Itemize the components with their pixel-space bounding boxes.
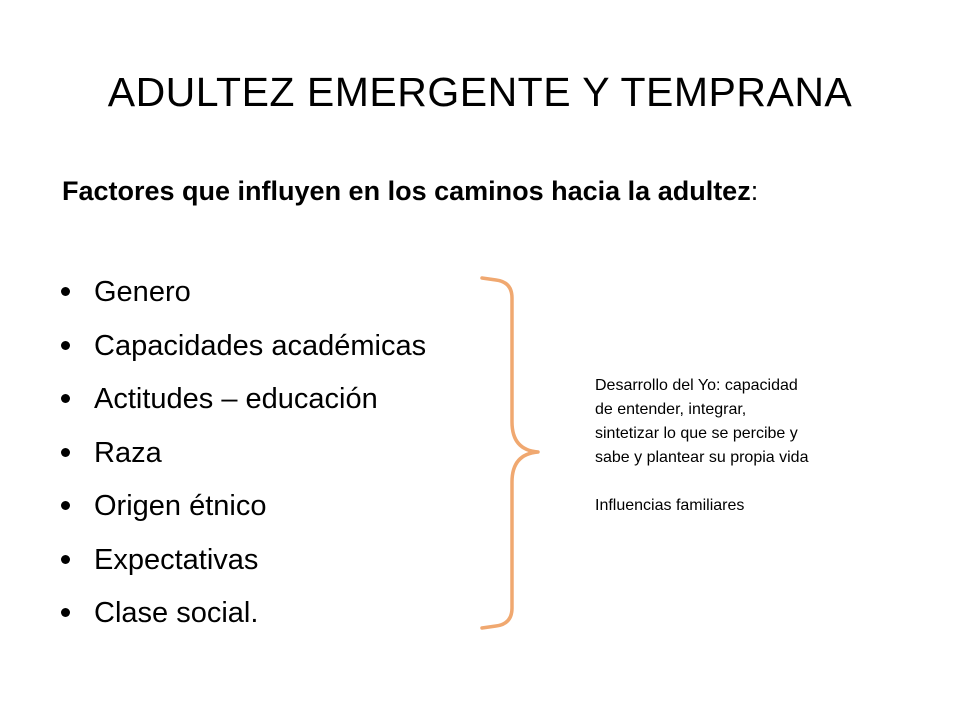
- side-note: [595, 374, 925, 518]
- bullet-text: Raza: [94, 436, 162, 469]
- bullet-dot-icon: [61, 608, 70, 617]
- bullet-dot-icon: [61, 555, 70, 564]
- bullet-dot-icon: [61, 394, 70, 403]
- bullet-dot-icon: [61, 287, 70, 296]
- bullet-text: Genero: [94, 276, 191, 308]
- subtitle: [62, 172, 822, 210]
- bullet-item: [58, 534, 426, 588]
- note-spacer: [595, 470, 925, 494]
- bullet-dot-icon: [61, 448, 70, 457]
- bullet-text: Origen étnico: [94, 490, 267, 522]
- note-line: de entender, integrar,: [595, 401, 747, 418]
- subtitle-colon: :: [750, 176, 759, 206]
- bullet-item: [58, 373, 426, 427]
- note-line: Desarrollo del Yo: capacidad: [595, 377, 798, 394]
- bullet-item: [58, 480, 426, 534]
- bullet-dot-icon: [61, 341, 70, 350]
- brace-stroke: [482, 278, 538, 628]
- right-brace-icon: [470, 272, 560, 634]
- bullet-text: Capacidades académicas: [94, 329, 427, 362]
- bullet-item: [58, 587, 426, 641]
- note-extra: Influencias familiares: [595, 497, 745, 514]
- bullet-text: Clase social.: [94, 597, 259, 629]
- bullet-text: Expectativas: [94, 543, 259, 576]
- note-line: sabe y plantear su propia vida: [595, 449, 809, 466]
- bullet-item: [58, 266, 426, 320]
- slide-title: ADULTEZ EMERGENTE Y TEMPRANA: [107, 69, 853, 115]
- bullet-text: Actitudes – educación: [94, 383, 378, 415]
- note-line: sintetizar lo que se percibe y: [595, 425, 798, 442]
- bullet-item: [58, 320, 426, 374]
- bullet-list: [58, 266, 426, 641]
- bullet-item: [58, 427, 426, 481]
- bullet-dot-icon: [61, 501, 70, 510]
- subtitle-text: Factores que influyen en los caminos hacia la adultez: [62, 176, 751, 206]
